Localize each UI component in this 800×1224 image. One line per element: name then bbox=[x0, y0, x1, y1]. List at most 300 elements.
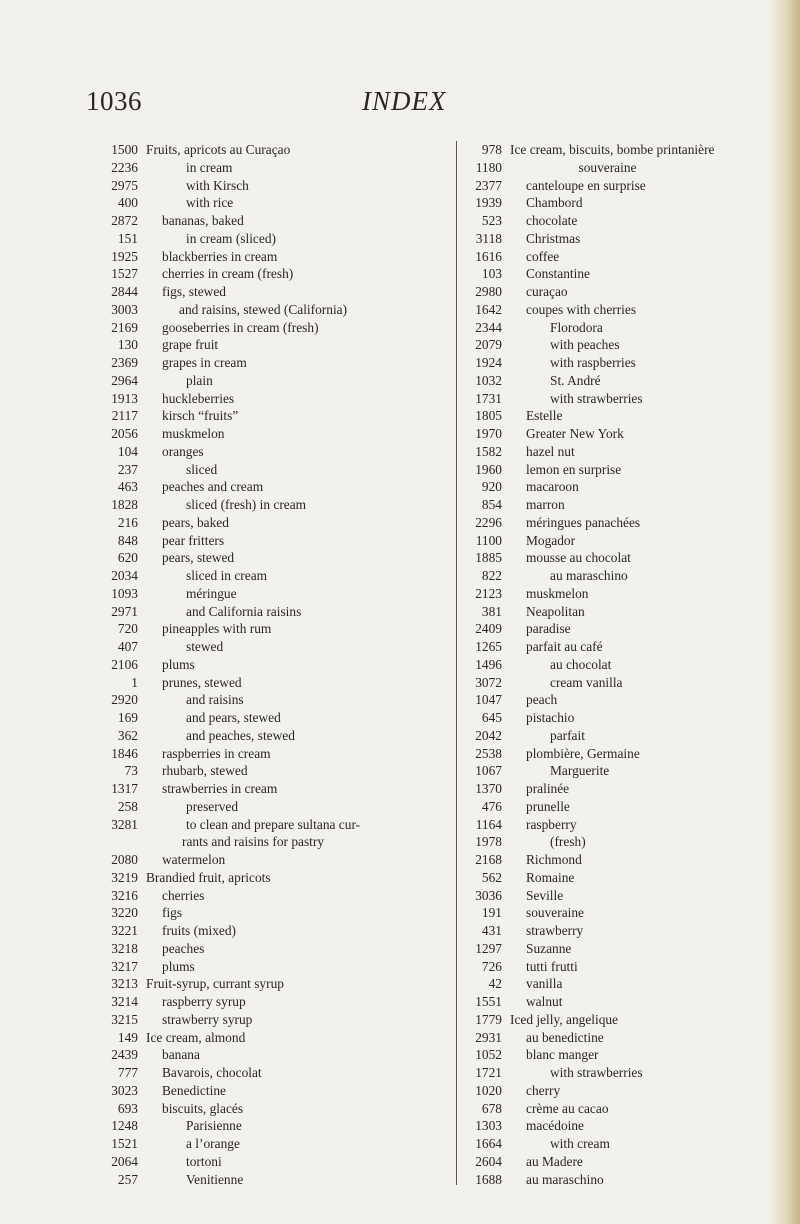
index-entry bbox=[102, 638, 442, 656]
entry-title: Benedictine bbox=[162, 1082, 226, 1098]
index-entry bbox=[457, 1135, 777, 1153]
entry-title: peaches bbox=[162, 940, 205, 956]
entry-title: oranges bbox=[162, 443, 204, 459]
index-entry bbox=[102, 1046, 442, 1064]
entry-title: Neapolitan bbox=[526, 603, 585, 619]
entry-title: Estelle bbox=[526, 408, 563, 424]
entry-title: rants and raisins for pastry bbox=[182, 834, 325, 850]
entry-recipe-number: 1688 bbox=[475, 1171, 502, 1187]
entry-recipe-number: 1939 bbox=[475, 195, 502, 211]
entry-recipe-number: 216 bbox=[117, 514, 138, 530]
entry-recipe-number: 362 bbox=[117, 727, 138, 743]
entry-title: with peaches bbox=[550, 337, 620, 353]
entry-title: with Kirsch bbox=[186, 177, 249, 193]
entry-recipe-number: 3214 bbox=[111, 994, 138, 1009]
entry-title: coupes with cherries bbox=[526, 301, 637, 317]
entry-title: pineapples with rum bbox=[162, 621, 272, 637]
index-entry bbox=[102, 532, 442, 550]
entry-title: muskmelon bbox=[162, 426, 225, 441]
index-entry bbox=[457, 372, 777, 390]
entry-title: pistachio bbox=[526, 710, 575, 725]
entry-title: raspberries in cream bbox=[162, 745, 271, 761]
entry-recipe-number: 1960 bbox=[475, 461, 502, 477]
index-entry bbox=[102, 656, 442, 674]
entry-recipe-number: 2964 bbox=[111, 372, 138, 388]
entry-title: Richmond bbox=[526, 852, 582, 867]
index-entry bbox=[102, 461, 442, 479]
entry-recipe-number: 2409 bbox=[475, 621, 502, 637]
index-entry bbox=[102, 780, 442, 798]
index-entry bbox=[457, 603, 777, 621]
entry-recipe-number: 1846 bbox=[111, 745, 138, 761]
entry-recipe-number: 2439 bbox=[111, 1047, 138, 1063]
entry-recipe-number: 2042 bbox=[475, 727, 502, 743]
entry-title: St. André bbox=[550, 372, 601, 388]
entry-title: Parisienne bbox=[186, 1118, 242, 1134]
entry-recipe-number: 1265 bbox=[475, 639, 502, 654]
entry-title: walnut bbox=[526, 994, 563, 1009]
index-entry bbox=[102, 798, 442, 816]
entry-title: Mogador bbox=[526, 532, 576, 548]
entry-title: curaçao bbox=[526, 284, 568, 299]
index-entry bbox=[102, 620, 442, 638]
entry-title: cherries in cream (fresh) bbox=[162, 266, 294, 282]
index-entry bbox=[457, 1117, 777, 1135]
index-entry bbox=[457, 727, 777, 745]
entry-title: au chocolat bbox=[550, 656, 612, 672]
entry-title: bananas, baked bbox=[162, 213, 244, 228]
entry-title: au benedictine bbox=[526, 1029, 604, 1045]
entry-title: Ice cream, almond bbox=[146, 1029, 246, 1045]
entry-recipe-number: 1664 bbox=[475, 1136, 502, 1151]
entry-title: Chambord bbox=[526, 195, 583, 211]
index-entry bbox=[457, 674, 777, 692]
index-entry bbox=[102, 816, 442, 834]
index-entry bbox=[457, 922, 777, 940]
entry-title: muskmelon bbox=[526, 585, 589, 601]
entry-title: chocolate bbox=[526, 213, 578, 228]
entry-title: peach bbox=[526, 692, 558, 708]
entry-title: strawberry syrup bbox=[162, 1011, 253, 1027]
entry-title: Bavarois, chocolat bbox=[162, 1065, 262, 1080]
entry-recipe-number: 463 bbox=[117, 479, 138, 495]
index-entry bbox=[102, 354, 442, 372]
entry-title: Christmas bbox=[526, 230, 581, 246]
index-entry bbox=[457, 567, 777, 585]
index-entry bbox=[102, 887, 442, 905]
index-entry bbox=[457, 1153, 777, 1171]
index-entry bbox=[102, 443, 442, 461]
entry-recipe-number: 1 bbox=[131, 674, 138, 690]
index-entry bbox=[457, 461, 777, 479]
index-entry bbox=[102, 1100, 442, 1118]
index-entry bbox=[102, 212, 442, 230]
entry-recipe-number: 3219 bbox=[111, 869, 138, 885]
entry-recipe-number: 523 bbox=[481, 213, 502, 228]
entry-recipe-number: 104 bbox=[117, 443, 138, 459]
entry-title: sliced (fresh) in cream bbox=[186, 497, 307, 512]
index-entry bbox=[102, 833, 442, 851]
entry-title: rhubarb, stewed bbox=[162, 763, 248, 779]
entry-title: grape fruit bbox=[162, 337, 219, 353]
entry-title: Venitienne bbox=[186, 1171, 244, 1187]
index-entry bbox=[457, 762, 777, 780]
entry-recipe-number: 130 bbox=[117, 337, 138, 353]
entry-recipe-number: 1551 bbox=[475, 994, 502, 1009]
entry-title: with strawberries bbox=[550, 1065, 643, 1080]
entry-title: souveraine bbox=[578, 159, 637, 175]
entry-recipe-number: 645 bbox=[481, 710, 502, 725]
entry-title: cream vanilla bbox=[550, 674, 623, 690]
entry-title: raspberry syrup bbox=[162, 994, 246, 1009]
entry-recipe-number: 3036 bbox=[475, 887, 502, 903]
entry-title: and peaches, stewed bbox=[186, 727, 295, 743]
entry-recipe-number: 431 bbox=[481, 923, 502, 938]
entry-recipe-number: 1052 bbox=[475, 1047, 502, 1063]
index-entry bbox=[102, 336, 442, 354]
index-entry bbox=[102, 674, 442, 692]
index-entry bbox=[457, 407, 777, 425]
index-entry bbox=[102, 1171, 442, 1189]
entry-recipe-number: 720 bbox=[117, 621, 138, 637]
entry-recipe-number: 1020 bbox=[475, 1082, 502, 1098]
entry-recipe-number bbox=[102, 833, 138, 851]
entry-recipe-number: 2931 bbox=[475, 1029, 502, 1045]
index-entry bbox=[457, 780, 777, 798]
index-entry bbox=[457, 301, 777, 319]
index-entry bbox=[457, 265, 777, 283]
entry-title: Fruit-syrup, currant syrup bbox=[146, 976, 284, 992]
index-entry bbox=[102, 194, 442, 212]
index-entry bbox=[457, 958, 777, 976]
index-entry bbox=[102, 958, 442, 976]
index-entry bbox=[102, 265, 442, 283]
index-entry bbox=[102, 372, 442, 390]
index-entry bbox=[102, 922, 442, 940]
entry-recipe-number: 1779 bbox=[475, 1011, 502, 1027]
entry-recipe-number: 1642 bbox=[475, 301, 502, 317]
index-entry bbox=[457, 585, 777, 603]
entry-recipe-number: 854 bbox=[481, 497, 502, 512]
entry-recipe-number: 3216 bbox=[111, 887, 138, 903]
entry-recipe-number: 2980 bbox=[475, 284, 502, 299]
entry-title: (fresh) bbox=[550, 834, 586, 850]
entry-recipe-number: 2538 bbox=[475, 745, 502, 761]
index-entry bbox=[457, 212, 777, 230]
entry-recipe-number: 2844 bbox=[111, 284, 138, 299]
page-header bbox=[0, 86, 800, 126]
entry-recipe-number: 103 bbox=[481, 266, 502, 282]
entry-title: au Madere bbox=[526, 1153, 583, 1169]
entry-title: and pears, stewed bbox=[186, 710, 281, 725]
entry-recipe-number: 678 bbox=[481, 1100, 502, 1116]
index-entry bbox=[457, 354, 777, 372]
index-entry bbox=[102, 940, 442, 958]
index-entry bbox=[457, 194, 777, 212]
index-entry bbox=[102, 727, 442, 745]
entry-recipe-number: 2034 bbox=[111, 568, 138, 583]
entry-recipe-number: 1924 bbox=[475, 355, 502, 370]
index-entry bbox=[102, 869, 442, 887]
entry-title: a l’orange bbox=[186, 1136, 240, 1151]
entry-title: coffee bbox=[526, 248, 560, 264]
index-entry bbox=[102, 425, 442, 443]
entry-recipe-number: 258 bbox=[117, 798, 138, 814]
entry-title: macaroon bbox=[526, 479, 579, 495]
entry-recipe-number: 3217 bbox=[111, 958, 138, 974]
entry-title: raspberry bbox=[526, 816, 577, 832]
index-entry bbox=[457, 177, 777, 195]
index-entry bbox=[102, 762, 442, 780]
entry-recipe-number: 1067 bbox=[475, 763, 502, 779]
entry-title: and raisins bbox=[186, 692, 244, 708]
entry-title: canteloupe en surprise bbox=[526, 177, 646, 193]
entry-title: with strawberries bbox=[550, 390, 643, 406]
index-entry bbox=[457, 975, 777, 993]
index-entry bbox=[102, 745, 442, 763]
entry-recipe-number: 2123 bbox=[475, 585, 502, 601]
entry-title: tortoni bbox=[186, 1153, 222, 1169]
entry-title: fruits (mixed) bbox=[162, 923, 237, 938]
index-entry bbox=[457, 496, 777, 514]
entry-title: figs, stewed bbox=[162, 284, 226, 299]
index-entry bbox=[102, 993, 442, 1011]
index-entry bbox=[457, 1171, 777, 1189]
index-entry bbox=[457, 443, 777, 461]
index-entry bbox=[102, 1153, 442, 1171]
index-entry bbox=[457, 1046, 777, 1064]
running-title: INDEX bbox=[362, 86, 447, 116]
index-entry bbox=[457, 532, 777, 550]
index-entry bbox=[102, 230, 442, 248]
entry-recipe-number: 1616 bbox=[475, 248, 502, 264]
entry-title: Fruits, apricots au Curaçao bbox=[146, 142, 291, 157]
entry-recipe-number: 2236 bbox=[111, 159, 138, 175]
entry-title: Florodora bbox=[550, 319, 603, 335]
entry-title: Romaine bbox=[526, 869, 575, 885]
entry-recipe-number: 2080 bbox=[111, 852, 138, 867]
index-entry bbox=[102, 1082, 442, 1100]
entry-title: paradise bbox=[526, 621, 571, 637]
entry-title: plums bbox=[162, 958, 195, 974]
entry-recipe-number: 2056 bbox=[111, 426, 138, 441]
entry-recipe-number: 726 bbox=[481, 958, 502, 974]
index-entry bbox=[457, 993, 777, 1011]
entry-recipe-number: 1805 bbox=[475, 408, 502, 424]
entry-title: Ice cream, biscuits, bombe printanière bbox=[510, 142, 715, 157]
entry-title: to clean and prepare sultana cur- bbox=[186, 816, 361, 832]
entry-title: marron bbox=[526, 497, 565, 512]
entry-title: tutti frutti bbox=[526, 958, 578, 974]
index-entry bbox=[102, 283, 442, 301]
entry-recipe-number: 920 bbox=[481, 479, 502, 495]
entry-title: prunelle bbox=[526, 798, 570, 814]
entry-recipe-number: 848 bbox=[117, 532, 138, 548]
index-entry bbox=[102, 1135, 442, 1153]
index-entry bbox=[457, 1011, 777, 1029]
entry-recipe-number: 3218 bbox=[111, 940, 138, 956]
index-entry bbox=[102, 390, 442, 408]
index-entry bbox=[457, 904, 777, 922]
entry-recipe-number: 562 bbox=[481, 869, 502, 885]
index-entry bbox=[102, 585, 442, 603]
entry-recipe-number: 2971 bbox=[111, 603, 138, 619]
entry-recipe-number: 1913 bbox=[111, 390, 138, 406]
index-entry bbox=[102, 496, 442, 514]
entry-title: gooseberries in cream (fresh) bbox=[162, 319, 319, 335]
entry-title: méringue bbox=[186, 585, 237, 601]
entry-recipe-number: 3220 bbox=[111, 905, 138, 921]
entry-recipe-number: 1731 bbox=[475, 390, 502, 406]
index-entry bbox=[457, 638, 777, 656]
entry-title: pears, baked bbox=[162, 514, 229, 530]
entry-title: cherries bbox=[162, 887, 205, 903]
entry-title: Seville bbox=[526, 887, 564, 903]
entry-recipe-number: 407 bbox=[117, 639, 138, 654]
index-entry bbox=[102, 549, 442, 567]
entry-title: figs bbox=[162, 905, 183, 921]
index-entry bbox=[102, 1029, 442, 1047]
entry-title: plain bbox=[186, 372, 213, 388]
entry-recipe-number: 191 bbox=[481, 905, 502, 921]
entry-recipe-number: 3118 bbox=[475, 230, 502, 246]
entry-recipe-number: 257 bbox=[117, 1171, 138, 1187]
entry-recipe-number: 2117 bbox=[111, 408, 138, 424]
page-number: 1036 bbox=[86, 86, 142, 116]
entry-title: stewed bbox=[186, 639, 224, 654]
entry-recipe-number: 1370 bbox=[475, 781, 502, 796]
entry-recipe-number: 2106 bbox=[111, 656, 138, 672]
entry-title: and California raisins bbox=[186, 603, 302, 619]
entry-recipe-number: 2604 bbox=[475, 1153, 502, 1169]
entry-title: in cream bbox=[186, 159, 233, 175]
index-entry bbox=[457, 1064, 777, 1082]
entry-title: plombière, Germaine bbox=[526, 745, 640, 761]
entry-recipe-number: 1317 bbox=[111, 781, 138, 796]
entry-recipe-number: 1721 bbox=[475, 1065, 502, 1080]
index-entry bbox=[102, 1011, 442, 1029]
entry-recipe-number: 1885 bbox=[475, 550, 502, 566]
entry-recipe-number: 400 bbox=[117, 195, 138, 211]
entry-title: preserved bbox=[186, 798, 239, 814]
entry-recipe-number: 1925 bbox=[111, 248, 138, 264]
entry-recipe-number: 3072 bbox=[475, 674, 502, 690]
entry-recipe-number: 1100 bbox=[475, 532, 502, 548]
index-entry bbox=[457, 425, 777, 443]
entry-title: strawberries in cream bbox=[162, 781, 278, 796]
index-entry bbox=[102, 301, 442, 319]
entry-recipe-number: 1303 bbox=[475, 1118, 502, 1134]
entry-recipe-number: 2168 bbox=[475, 852, 502, 867]
entry-recipe-number: 169 bbox=[117, 710, 138, 725]
index-column-left bbox=[102, 141, 442, 1188]
index-entry bbox=[457, 230, 777, 248]
index-entry bbox=[457, 656, 777, 674]
entry-recipe-number: 1248 bbox=[111, 1118, 138, 1134]
index-entry bbox=[457, 1100, 777, 1118]
entry-recipe-number: 1032 bbox=[475, 372, 502, 388]
index-entry bbox=[102, 975, 442, 993]
entry-recipe-number: 2344 bbox=[475, 319, 502, 335]
entry-recipe-number: 1970 bbox=[475, 426, 502, 441]
entry-title: biscuits, glacés bbox=[162, 1100, 244, 1116]
index-entry bbox=[457, 887, 777, 905]
entry-title: grapes in cream bbox=[162, 355, 247, 370]
index-entry bbox=[457, 940, 777, 958]
entry-recipe-number: 978 bbox=[481, 142, 502, 157]
entry-recipe-number: 2920 bbox=[111, 692, 138, 708]
index-entry bbox=[457, 851, 777, 869]
entry-title: lemon en surprise bbox=[526, 461, 622, 477]
entry-recipe-number: 42 bbox=[488, 976, 502, 992]
entry-title: Suzanne bbox=[526, 940, 572, 956]
entry-title: peaches and cream bbox=[162, 479, 264, 495]
index-entry bbox=[457, 709, 777, 727]
entry-title: Constantine bbox=[526, 266, 590, 282]
entry-recipe-number: 2169 bbox=[111, 319, 138, 335]
entry-recipe-number: 73 bbox=[124, 763, 138, 779]
entry-recipe-number: 1527 bbox=[111, 266, 138, 282]
entry-recipe-number: 1582 bbox=[475, 443, 502, 459]
index-entry bbox=[457, 549, 777, 567]
entry-title: blanc manger bbox=[526, 1047, 599, 1063]
entry-title: strawberry bbox=[526, 923, 584, 938]
index-entry bbox=[457, 248, 777, 266]
index-entry bbox=[102, 159, 442, 177]
index-entry bbox=[457, 745, 777, 763]
index-entry bbox=[457, 691, 777, 709]
entry-recipe-number: 620 bbox=[117, 550, 138, 566]
entry-title: au maraschino bbox=[526, 1171, 604, 1187]
entry-title: méringues panachées bbox=[526, 514, 641, 530]
index-entry bbox=[457, 1029, 777, 1047]
entry-title: pears, stewed bbox=[162, 550, 235, 566]
entry-title: pralinée bbox=[526, 781, 570, 796]
index-entry bbox=[102, 407, 442, 425]
entry-title: sliced bbox=[186, 461, 218, 477]
entry-recipe-number: 3023 bbox=[111, 1082, 138, 1098]
entry-title: parfait bbox=[550, 727, 585, 743]
entry-title: with cream bbox=[550, 1136, 610, 1151]
entry-recipe-number: 2079 bbox=[475, 337, 502, 353]
entry-title: Brandied fruit, apricots bbox=[146, 869, 271, 885]
entry-recipe-number: 2975 bbox=[111, 177, 138, 193]
entry-title: cherry bbox=[526, 1082, 561, 1098]
entry-recipe-number: 3281 bbox=[111, 816, 138, 832]
index-entry bbox=[457, 390, 777, 408]
entry-title: with raspberries bbox=[550, 355, 636, 370]
index-entry bbox=[457, 816, 777, 834]
index-entry bbox=[102, 177, 442, 195]
index-entry bbox=[102, 603, 442, 621]
entry-recipe-number: 1496 bbox=[475, 656, 502, 672]
entry-recipe-number: 3213 bbox=[111, 976, 138, 992]
entry-title: in cream (sliced) bbox=[186, 230, 276, 246]
entry-title: kirsch “fruits” bbox=[162, 408, 239, 424]
index-entry bbox=[457, 869, 777, 887]
entry-recipe-number: 1093 bbox=[111, 585, 138, 601]
index-entry bbox=[102, 567, 442, 585]
index-entry bbox=[102, 248, 442, 266]
entry-title: pear fritters bbox=[162, 532, 225, 548]
index-entry bbox=[457, 620, 777, 638]
entry-recipe-number: 3221 bbox=[111, 923, 138, 938]
entry-title: huckleberries bbox=[162, 390, 235, 406]
entry-title: prunes, stewed bbox=[162, 674, 242, 690]
entry-title: and raisins, stewed (California) bbox=[179, 301, 348, 317]
entry-title: crème au cacao bbox=[526, 1100, 609, 1116]
index-entry bbox=[457, 514, 777, 532]
